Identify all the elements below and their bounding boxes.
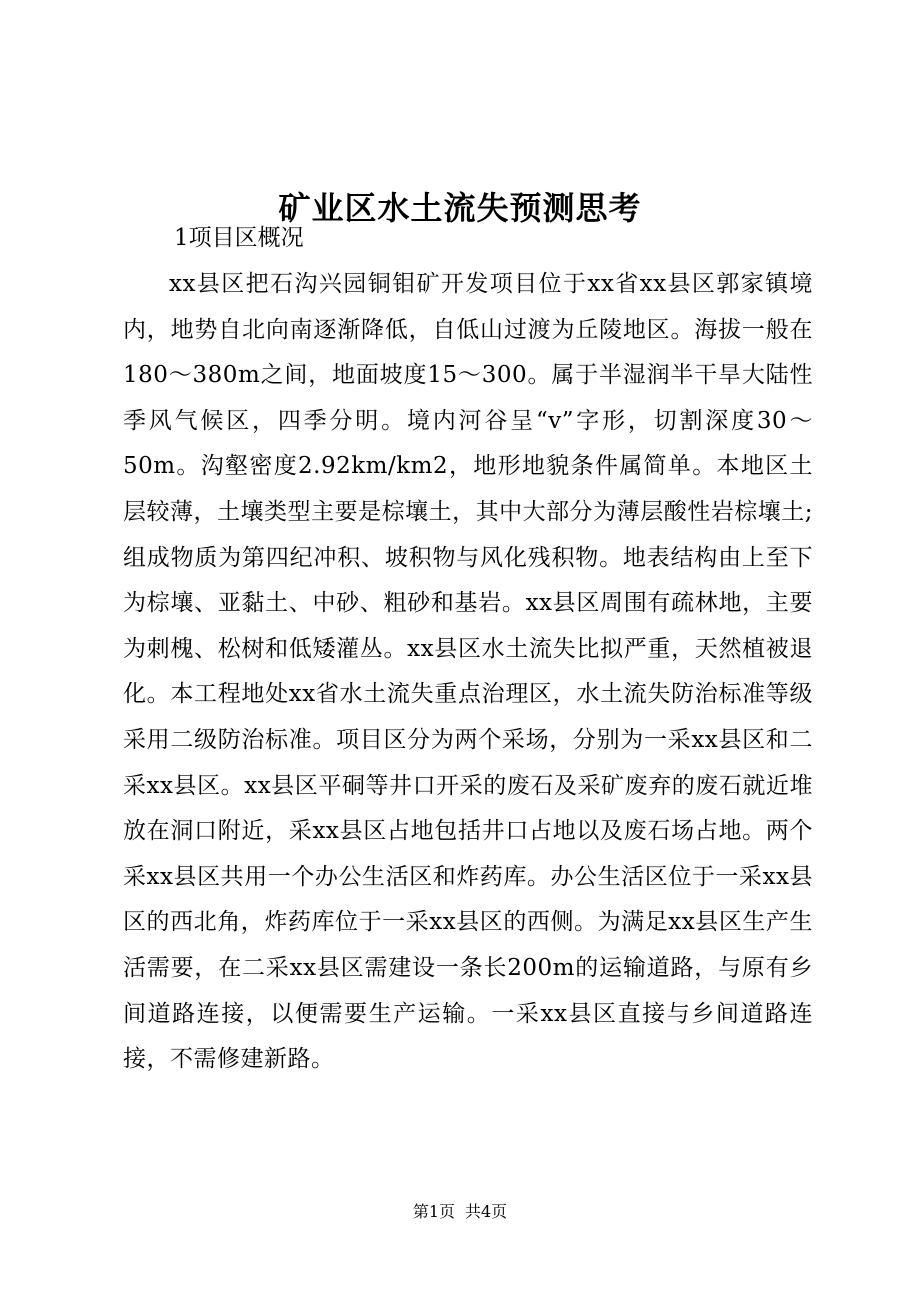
section-heading: 1项目区概况 xyxy=(174,225,304,251)
body-paragraph: xx县区把石沟兴园铜钼矿开发项目位于xx省xx县区郭家镇境内，地势自北向南逐渐降低，自低山过渡为丘陵地区。海拔一般在180～380m之间，地面坡度15～300。属于半湿润半干旱大陆性季风气候区，四季分明。境内河谷呈“v”字形，切割深度30～50m。沟壑密度2.92km/km2，地形地貌条件属简单。本地区土层较薄，土壤类型主要是棕壤土，其中大部分为薄层酸性岩棕壤土;组成物质为第四纪冲积、坡积物与风化残积物。地表结构由上至下为棕壤、亚黏土、中砂、粗砂和基岩。xx县区周围有疏林地，主要为刺槐、松树和低矮灌丛。xx县区水土流失比拟严重，天然植被退化。本工程地处xx省水土流失重点治理区，水土流失防治标准等级采用二级防治标准。项目区分为两个采场，分别为一采xx县区和二采xx县区。xx县区平硐等井口开采的废石及采矿废弃的废石就近堆放在洞口附近，采xx县区占地包括井口占地以及废石场占地。两个采xx县区共用一个办公生活区和炸药库。办公生活区位于一采xx县区的西北角，炸药库位于一采xx县区的西侧。为满足xx县区生产生活需要，在二采xx县区需建设一条长200m的运输道路，与原有乡间道路连接，以便需要生产运输。一采xx县区直接与乡间道路连接，不需修建新路。 xyxy=(123,271,813,1073)
page-footer xyxy=(0,1198,920,1226)
document-title: 矿业区水土流失预测思考 xyxy=(278,189,642,228)
page-total: 共4页 xyxy=(465,1202,508,1221)
page-number: 第1页 xyxy=(412,1202,455,1221)
